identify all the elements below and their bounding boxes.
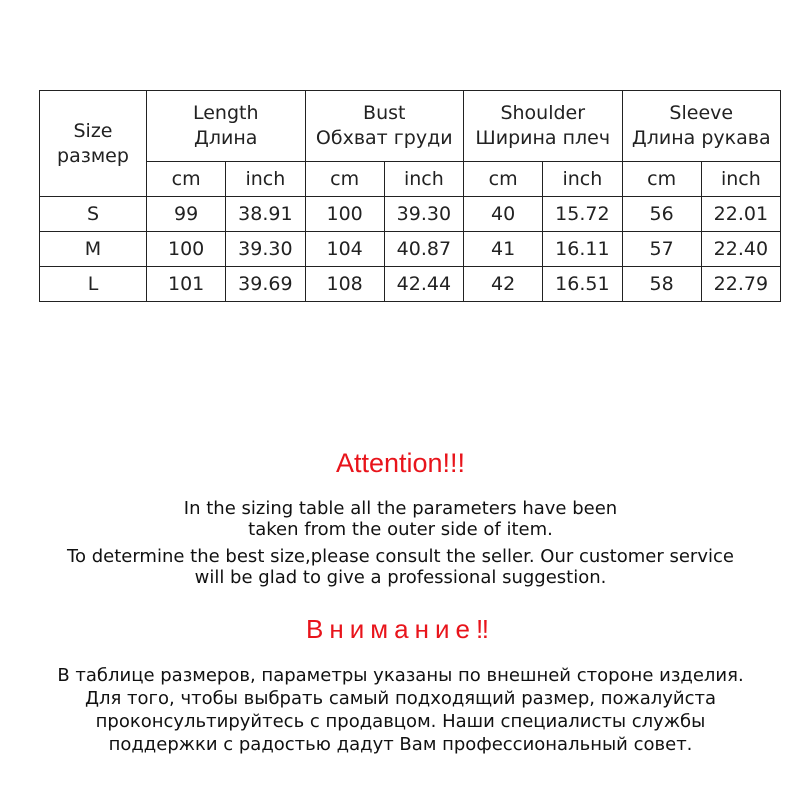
- length-header-ru: Длина: [194, 127, 258, 149]
- unit-cm: cm: [305, 162, 384, 197]
- size-header-cell: [40, 91, 147, 197]
- value-cell: 100: [305, 197, 384, 232]
- sleeve-header-cell: [622, 91, 781, 162]
- value-cell: 42.44: [384, 267, 463, 302]
- unit-inch: inch: [226, 162, 305, 197]
- table-header-row: [40, 91, 781, 162]
- shoulder-header-ru: Ширина плеч: [475, 127, 611, 149]
- unit-cm: cm: [464, 162, 543, 197]
- unit-inch: inch: [701, 162, 780, 197]
- value-cell: 104: [305, 232, 384, 267]
- unit-inch: inch: [384, 162, 463, 197]
- value-cell: 101: [147, 267, 226, 302]
- length-header-cell: [147, 91, 306, 162]
- value-cell: 56: [622, 197, 701, 232]
- size-header-ru: размер: [57, 144, 129, 167]
- sleeve-header-ru: Длина рукава: [631, 127, 771, 149]
- sleeve-header-en: Sleeve: [669, 102, 734, 125]
- value-cell: 15.72: [543, 197, 622, 232]
- shoulder-header-cell: [464, 91, 623, 162]
- table-row-l: [40, 267, 781, 302]
- value-cell: 39.69: [226, 267, 305, 302]
- size-cell: S: [40, 197, 147, 232]
- unit-cm: cm: [622, 162, 701, 197]
- shoulder-header-en: Shoulder: [500, 102, 586, 125]
- bust-header-en: Bust: [363, 102, 406, 125]
- size-cell: M: [40, 232, 147, 267]
- english-line: taken from the outer side of item.: [248, 519, 553, 540]
- value-cell: 100: [147, 232, 226, 267]
- bust-header-cell: [305, 91, 464, 162]
- size-chart-table: [39, 90, 781, 302]
- attention-heading-ru: Внимание‼: [306, 614, 495, 644]
- value-cell: 39.30: [384, 197, 463, 232]
- unit-cm: cm: [147, 162, 226, 197]
- value-cell: 40.87: [384, 232, 463, 267]
- attention-heading-en: Attention!!!: [335, 448, 466, 478]
- value-cell: 40: [464, 197, 543, 232]
- value-cell: 22.40: [701, 232, 780, 267]
- table-row-m: [40, 232, 781, 267]
- value-cell: 42: [464, 267, 543, 302]
- russian-line: Для того, чтобы выбрать самый подходящий размер, пожалуйста: [84, 688, 717, 709]
- value-cell: 99: [147, 197, 226, 232]
- unit-header-row: [40, 162, 781, 197]
- size-header-en: Size: [73, 119, 113, 142]
- value-cell: 57: [622, 232, 701, 267]
- length-header-en: Length: [192, 102, 259, 125]
- value-cell: 58: [622, 267, 701, 302]
- english-notice: [0, 498, 801, 588]
- value-cell: 16.11: [543, 232, 622, 267]
- value-cell: 38.91: [226, 197, 305, 232]
- value-cell: 108: [305, 267, 384, 302]
- russian-line: поддержки с радостью дадут Вам профессиональный совет.: [108, 734, 693, 755]
- russian-line: проконсультируйтесь с продавцом. Наши специалисты службы: [95, 711, 706, 732]
- value-cell: 41: [464, 232, 543, 267]
- value-cell: 22.01: [701, 197, 780, 232]
- english-line: In the sizing table all the parameters have been: [183, 498, 618, 519]
- russian-line: В таблице размеров, параметры указаны по внешней стороне изделия.: [57, 665, 744, 686]
- value-cell: 16.51: [543, 267, 622, 302]
- value-cell: 39.30: [226, 232, 305, 267]
- english-line: will be glad to give a professional suggestion.: [194, 567, 607, 588]
- table-row-s: [40, 197, 781, 232]
- value-cell: 22.79: [701, 267, 780, 302]
- unit-inch: inch: [543, 162, 622, 197]
- bust-header-ru: Обхват груди: [315, 127, 453, 149]
- size-cell: L: [40, 267, 147, 302]
- english-line: To determine the best size,please consult the seller. Our customer service: [67, 546, 734, 567]
- russian-notice: [0, 664, 801, 756]
